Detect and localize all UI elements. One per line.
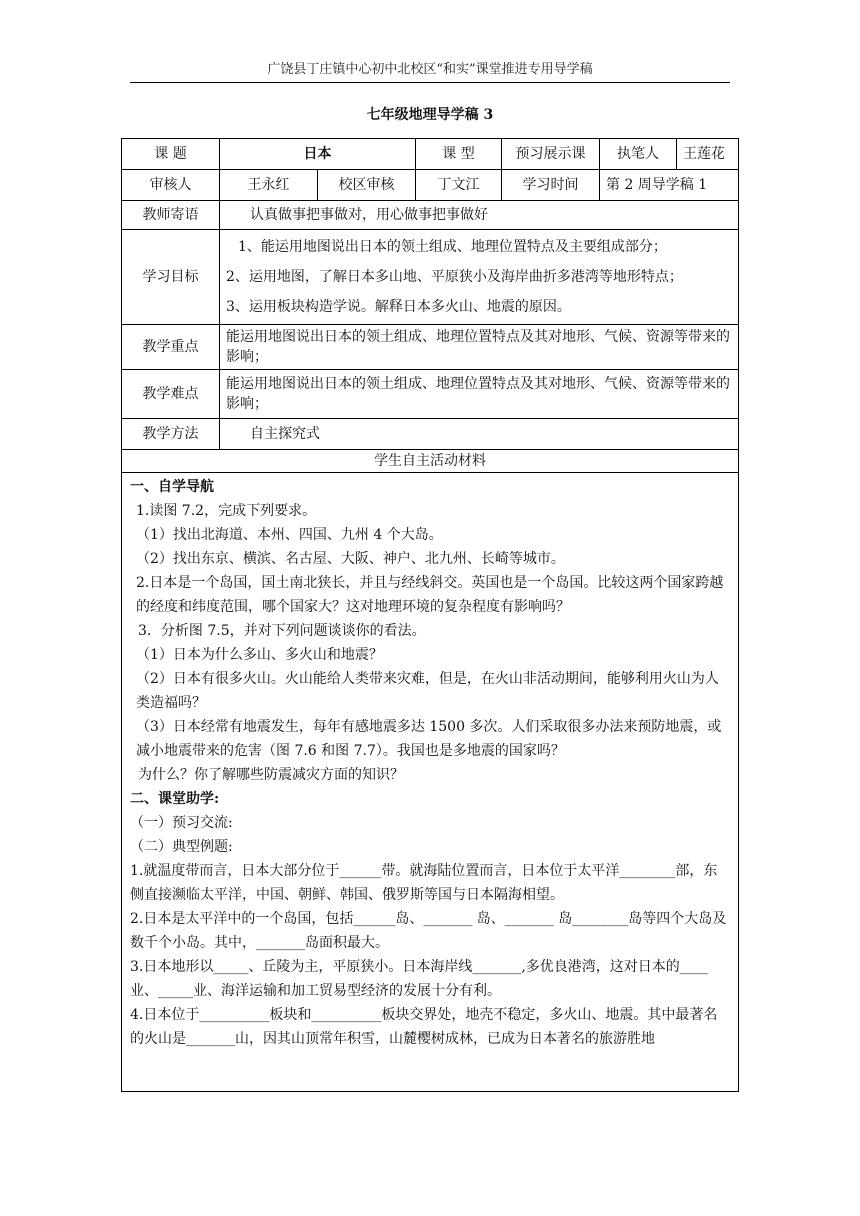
key-point-row [122, 325, 739, 370]
question: 3．分析图 7.5，并对下列问题谈谈你的看法。 [138, 623, 426, 639]
study-time-value: 第 2 周导学稿 1 [600, 170, 739, 201]
topic-label: 课 题 [122, 139, 220, 170]
sub-question: （2）日本有很多火山。火山能给人类带来灾难，但是，在火山非活动期间，能够利用火山为人类造福吗？ [136, 671, 719, 711]
method-label: 教学方法 [122, 419, 220, 450]
author-value: 王莲花 [677, 139, 739, 170]
info-row-1 [122, 139, 739, 170]
example-question: 4.日本位于__________板块和__________板块交界处，地壳不稳定，多火山、地震。其中最著名的火山是_______山，因其山顶常年积雪，山麓樱树成林，已成为日本著名的旅游胜地 [130, 1007, 718, 1047]
info-row-2 [122, 170, 739, 201]
example-question: 3.日本地形以_____、丘陵为主，平原狭小。日本海岸线_______,多优良港湾，这对日本的____业、_____业、海洋运输和加工贸易型经济的发展十分有利。 [130, 959, 708, 999]
subsection-label: （二）典型例题: [130, 839, 233, 855]
type-value: 预习展示课 [502, 139, 600, 170]
motto-label: 教师寄语 [122, 201, 220, 230]
activity-header: 学生自主活动材料 [122, 450, 739, 473]
sub-question: （3）日本经常有地震发生，每年有感地震多达 1500 多次。人们采取很多办法来预防地震，或减小地震带来的危害（图 7.6 和图 7.7）。我国也是多地震的国家吗？ [136, 719, 722, 759]
motto-row [122, 201, 739, 230]
difficulty-label: 教学难点 [122, 370, 220, 419]
method-value: 自主探究式 [220, 419, 739, 450]
activity-header-row [122, 450, 739, 473]
lesson-plan-table [121, 138, 739, 1092]
question: 2.日本是一个岛国，国土南北狭长，并且与经线斜交。英国也是一个岛国。比较这两个国家跨越的经度和纬度范围，哪个国家大？这对地理环境的复杂程度有影响吗？ [136, 575, 724, 615]
reviewer-value: 王永红 [220, 170, 318, 201]
goal-item: 1、能运用地图说出日本的领土组成、地理位置特点及主要组成部分； [238, 239, 667, 255]
school-review-label: 校区审核 [318, 170, 416, 201]
section-heading: 一、自学导航 [130, 479, 214, 495]
goals-row [122, 230, 739, 325]
key-point-value: 能运用地图说出日本的领土组成、地理位置特点及其对地形、气候、资源等带来的影响； [220, 325, 739, 370]
method-row [122, 419, 739, 450]
section-heading: 二、课堂助学: [130, 791, 220, 807]
sub-question-continued: 为什么？你了解哪些防震减灾方面的知识？ [138, 767, 404, 783]
page-header: 广饶县丁庄镇中心初中北校区“和实”课堂推进专用导学稿 [130, 58, 730, 83]
goals-list [220, 230, 739, 325]
type-label: 课 型 [416, 139, 502, 170]
study-time-label: 学习时间 [502, 170, 600, 201]
key-point-label: 教学重点 [122, 325, 220, 370]
sub-question: （1）日本为什么多山、多火山和地震？ [136, 647, 383, 663]
sub-question: （2）找出东京、横滨、名古屋、大阪、神户、北九州、长崎等城市。 [136, 551, 565, 567]
difficulty-value: 能运用地图说出日本的领土组成、地理位置特点及其对地形、气候、资源等带来的影响； [220, 370, 739, 419]
question: 1.读图 7.2，完成下列要求。 [136, 503, 317, 519]
example-question: 1.就温度带而言，日本大部分位于______带。就海陆位置而言，日本位于太平洋________部，东侧直接濒临太平洋，中国、朝鲜、韩国、俄罗斯等国与日本隔海相望。 [130, 863, 718, 903]
subsection-label: （一）预习交流: [130, 815, 233, 831]
activity-content [122, 473, 739, 1092]
school-review-value: 丁文江 [416, 170, 502, 201]
activity-row [122, 473, 739, 1092]
example-question: 2.日本是太平洋中的一个岛国，包括______岛、_______ 岛、_______ 岛________岛等四个大岛及数千个小岛。其中，_______岛面积最大。 [130, 911, 727, 951]
goals-label: 学习目标 [122, 230, 220, 325]
author-label: 执笔人 [600, 139, 677, 170]
motto-value: 认真做事把事做对，用心做事把事做好 [220, 201, 739, 230]
difficulty-row [122, 370, 739, 419]
topic-value: 日本 [220, 139, 416, 170]
sub-question: （1）找出北海道、本州、四国、九州 4 个大岛。 [136, 527, 443, 543]
goal-item: 2、运用地图，了解日本多山地、平原狭小及海岸曲折多港湾等地形特点； [226, 269, 683, 285]
goal-item: 3、运用板块构造学说。解释日本多火山、地震的原因。 [226, 299, 571, 315]
reviewer-label: 审核人 [122, 170, 220, 201]
document-title: 七年级地理导学稿 3 [366, 107, 494, 123]
